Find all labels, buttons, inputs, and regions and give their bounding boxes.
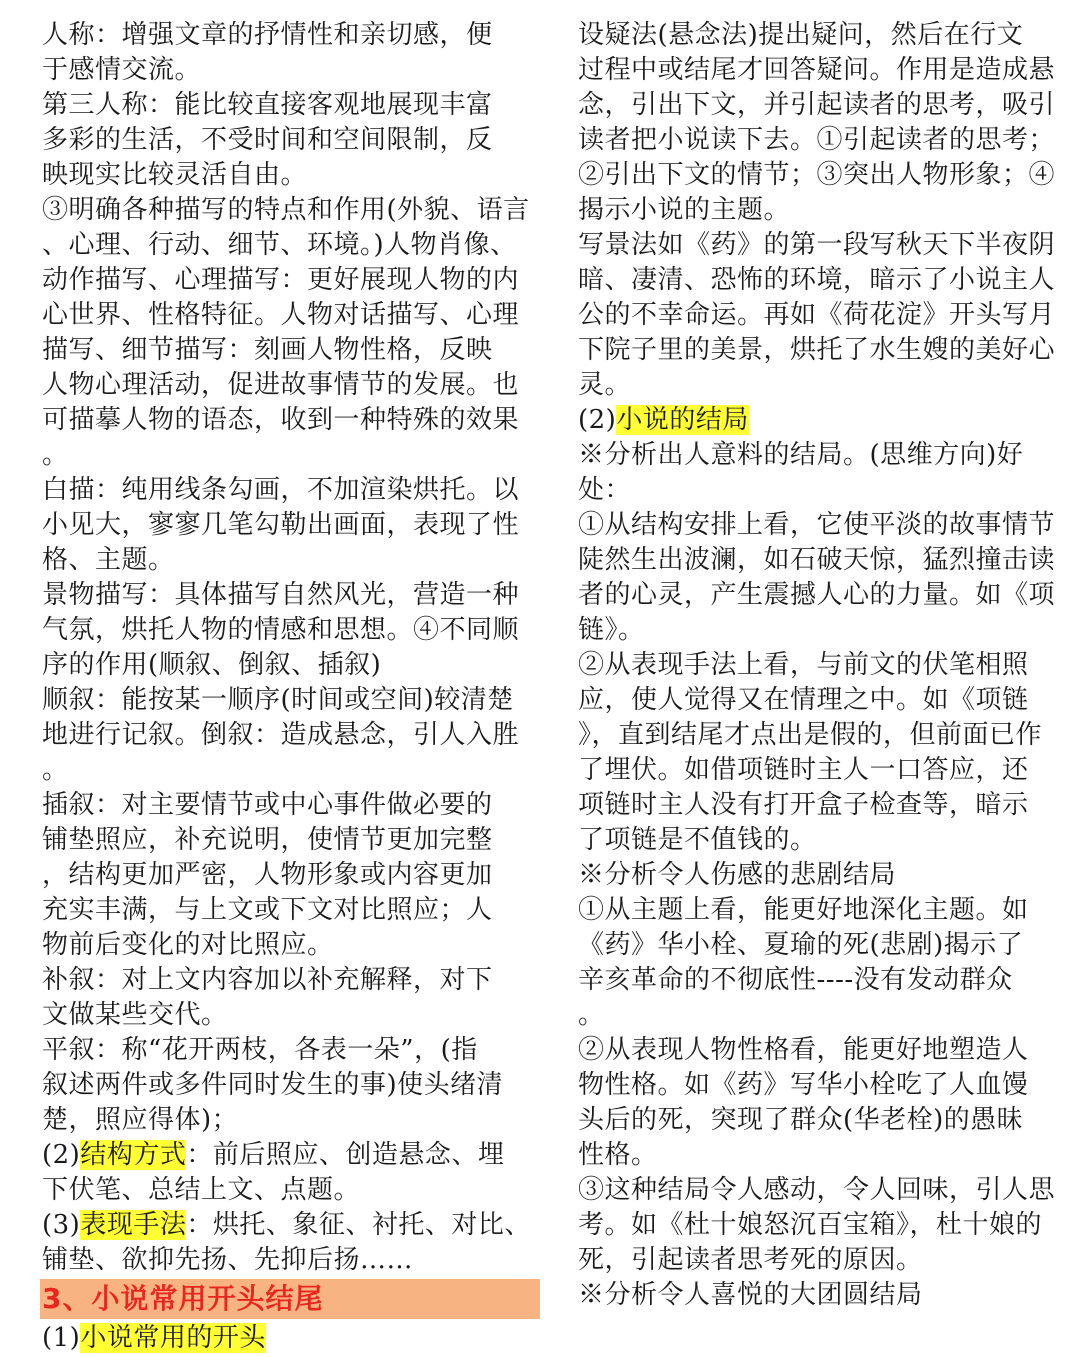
ending-prefix: (2) xyxy=(578,405,617,435)
technique-prefix: (3) xyxy=(42,1210,81,1240)
technique-label-highlight: 表现手法 xyxy=(80,1210,187,1240)
text-line: 过程中或结尾才回答疑问。作用是造成悬 xyxy=(578,55,1056,85)
text-line: 、心理、行动、细节、环境。)人物肖像、 xyxy=(42,230,517,260)
text-line: 读者把小说读下去。①引起读者的思考； xyxy=(578,125,1056,155)
text-line: 下院子里的美景，烘托了水生嫂的美好心 xyxy=(578,335,1056,365)
text-line: 序的作用(顺叙、倒叙、插叙) xyxy=(42,650,382,680)
text-line: 格、主题。 xyxy=(42,545,175,575)
text-line: 《药》华小栓、夏瑜的死(悲剧)揭示了 xyxy=(578,930,1024,960)
text-line: 插叙：对主要情节或中心事件做必要的 xyxy=(42,790,493,820)
text-line: 设疑法(悬念法)提出疑问，然后在行文 xyxy=(578,20,1024,50)
text-line: 辛亥革命的不彻底性----没有发动群众 xyxy=(578,965,1013,995)
text-line: ※分析出人意料的结局。(思维方向)好 xyxy=(578,440,1024,470)
structure-text: ：前后照应、创造悬念、埋 xyxy=(186,1140,505,1170)
text-line: 多彩的生活，不受时间和空间限制，反 xyxy=(42,125,493,155)
structure-text-continued: 下伏笔、总结上文、点题。 xyxy=(42,1175,361,1205)
text-line: 死，引起读者思考死的原因。 xyxy=(578,1245,923,1275)
left-body-text xyxy=(42,18,542,1138)
text-line: 楚，照应得体)； xyxy=(42,1105,239,1135)
text-line: ①从主题上看，能更好地深化主题。如 xyxy=(578,895,1029,925)
text-line: 灵。 xyxy=(578,370,632,400)
text-line: 》，直到结尾才点出是假的，但前面已作 xyxy=(578,720,1043,750)
text-line: ②从表现手法上看，与前文的伏笔相照 xyxy=(578,650,1029,680)
text-line: ，结构更加严密，人物形象或内容更加 xyxy=(42,860,493,890)
opening-label-highlight: 小说常用的开头 xyxy=(80,1323,266,1353)
text-line: 动作描写、心理描写：更好展现人物的内 xyxy=(42,265,520,295)
text-line: 。 xyxy=(578,1000,605,1030)
text-line: 性格。 xyxy=(578,1140,658,1170)
text-line: 白描：纯用线条勾画，不加渲染烘托。以 xyxy=(42,475,520,505)
right-column xyxy=(578,18,1074,1313)
text-line: ③明确各种描写的特点和作用(外貌、语言 xyxy=(42,195,530,225)
text-line: 映现实比较灵活自由。 xyxy=(42,160,308,190)
text-line: 气氛，烘托人物的情感和思想。④不同顺 xyxy=(42,615,520,645)
text-line: ※分析令人喜悦的大团圆结局 xyxy=(578,1280,923,1310)
text-line: 陡然生出波澜，如石破天惊，猛烈撞击读 xyxy=(578,545,1056,575)
technique-text: ：烘托、象征、衬托、对比、 xyxy=(186,1210,531,1240)
text-line: 物前后变化的对比照应。 xyxy=(42,930,334,960)
right-body-text-bottom xyxy=(578,438,1074,1313)
text-line: ②从表现人物性格看，能更好地塑造人 xyxy=(578,1035,1029,1065)
text-line: 考。如《杜十娘怒沉百宝箱》，杜十娘的 xyxy=(578,1210,1043,1240)
text-line: 人称：增强文章的抒情性和亲切感，便 xyxy=(42,20,493,50)
text-line: 了项链是不值钱的。 xyxy=(578,825,817,855)
opening-prefix: (1) xyxy=(42,1323,81,1353)
section-heading: 3、小说常用开头结尾 xyxy=(40,1279,540,1319)
text-line: ②引出下文的情节；③突出人物形象；④ xyxy=(578,160,1056,190)
text-line: ③这种结局令人感动，令人回味，引人思 xyxy=(578,1175,1056,1205)
structure-label-highlight: 结构方式 xyxy=(80,1140,187,1170)
text-line: 。 xyxy=(42,755,69,785)
ending-line xyxy=(578,403,1074,438)
text-line: 景物描写：具体描写自然风光，营造一种 xyxy=(42,580,520,610)
text-line: 者的心灵，产生震撼人心的力量。如《项 xyxy=(578,580,1056,610)
structure-line xyxy=(42,1138,542,1173)
text-line: 可描摹人物的语态，收到一种特殊的效果 xyxy=(42,405,520,435)
text-line: 物性格。如《药》写华小栓吃了人血馒 xyxy=(578,1070,1029,1100)
text-line: 心世界、性格特征。人物对话描写、心理 xyxy=(42,300,520,330)
text-line: 揭示小说的主题。 xyxy=(578,195,791,225)
text-line: 人物心理活动，促进故事情节的发展。也 xyxy=(42,370,520,400)
text-line: 充实丰满，与上文或下文对比照应；人 xyxy=(42,895,493,925)
text-line: 第三人称：能比较直接客观地展现丰富 xyxy=(42,90,493,120)
text-line: 文做某些交代。 xyxy=(42,1000,228,1030)
text-line: 小见大，寥寥几笔勾勒出画面，表现了性 xyxy=(42,510,520,540)
text-line: 念，引出下文，并引起读者的思考，吸引 xyxy=(578,90,1056,120)
text-line: 头后的死，突现了群众(华老栓)的愚昧 xyxy=(578,1105,1024,1135)
text-line: 补叙：对上文内容加以补充解释，对下 xyxy=(42,965,493,995)
technique-line xyxy=(42,1208,542,1243)
text-line: 暗、凄清、恐怖的环境，暗示了小说主人 xyxy=(578,265,1056,295)
text-line: 平叙：称“花开两枝，各表一朵”，(指 xyxy=(42,1035,478,1065)
text-line: 铺垫照应，补充说明，使情节更加完整 xyxy=(42,825,493,855)
text-line: 链》。 xyxy=(578,615,645,645)
right-body-text-top xyxy=(578,18,1074,403)
left-column xyxy=(42,18,542,1356)
text-line: 处： xyxy=(578,475,632,505)
text-line: 地进行记叙。倒叙：造成悬念，引人入胜 xyxy=(42,720,520,750)
text-line: 。 xyxy=(42,440,69,470)
text-line: 写景法如《药》的第一段写秋天下半夜阴 xyxy=(578,230,1056,260)
text-line: 了埋伏。如借项链时主人一口答应，还 xyxy=(578,755,1029,785)
text-line: 叙述两件或多件同时发生的事)使头绪清 xyxy=(42,1070,504,1100)
text-line: ①从结构安排上看，它使平淡的故事情节 xyxy=(578,510,1056,540)
text-line: 描写、细节描写：刻画人物性格，反映 xyxy=(42,335,493,365)
technique-text-continued: 铺垫、欲抑先扬、先抑后扬…… xyxy=(42,1245,414,1275)
text-line: 顺叙：能按某一顺序(时间或空间)较清楚 xyxy=(42,685,514,715)
opening-line xyxy=(42,1321,542,1356)
text-line: ※分析令人伤感的悲剧结局 xyxy=(578,860,897,890)
text-line: 应，使人觉得又在情理之中。如《项链 xyxy=(578,685,1029,715)
ending-label-highlight: 小说的结局 xyxy=(616,405,749,435)
text-line: 项链时主人没有打开盒子检查等，暗示 xyxy=(578,790,1029,820)
structure-prefix: (2) xyxy=(42,1140,81,1170)
text-line: 公的不幸命运。再如《荷花淀》开头写月 xyxy=(578,300,1056,330)
text-line: 于感情交流。 xyxy=(42,55,202,85)
